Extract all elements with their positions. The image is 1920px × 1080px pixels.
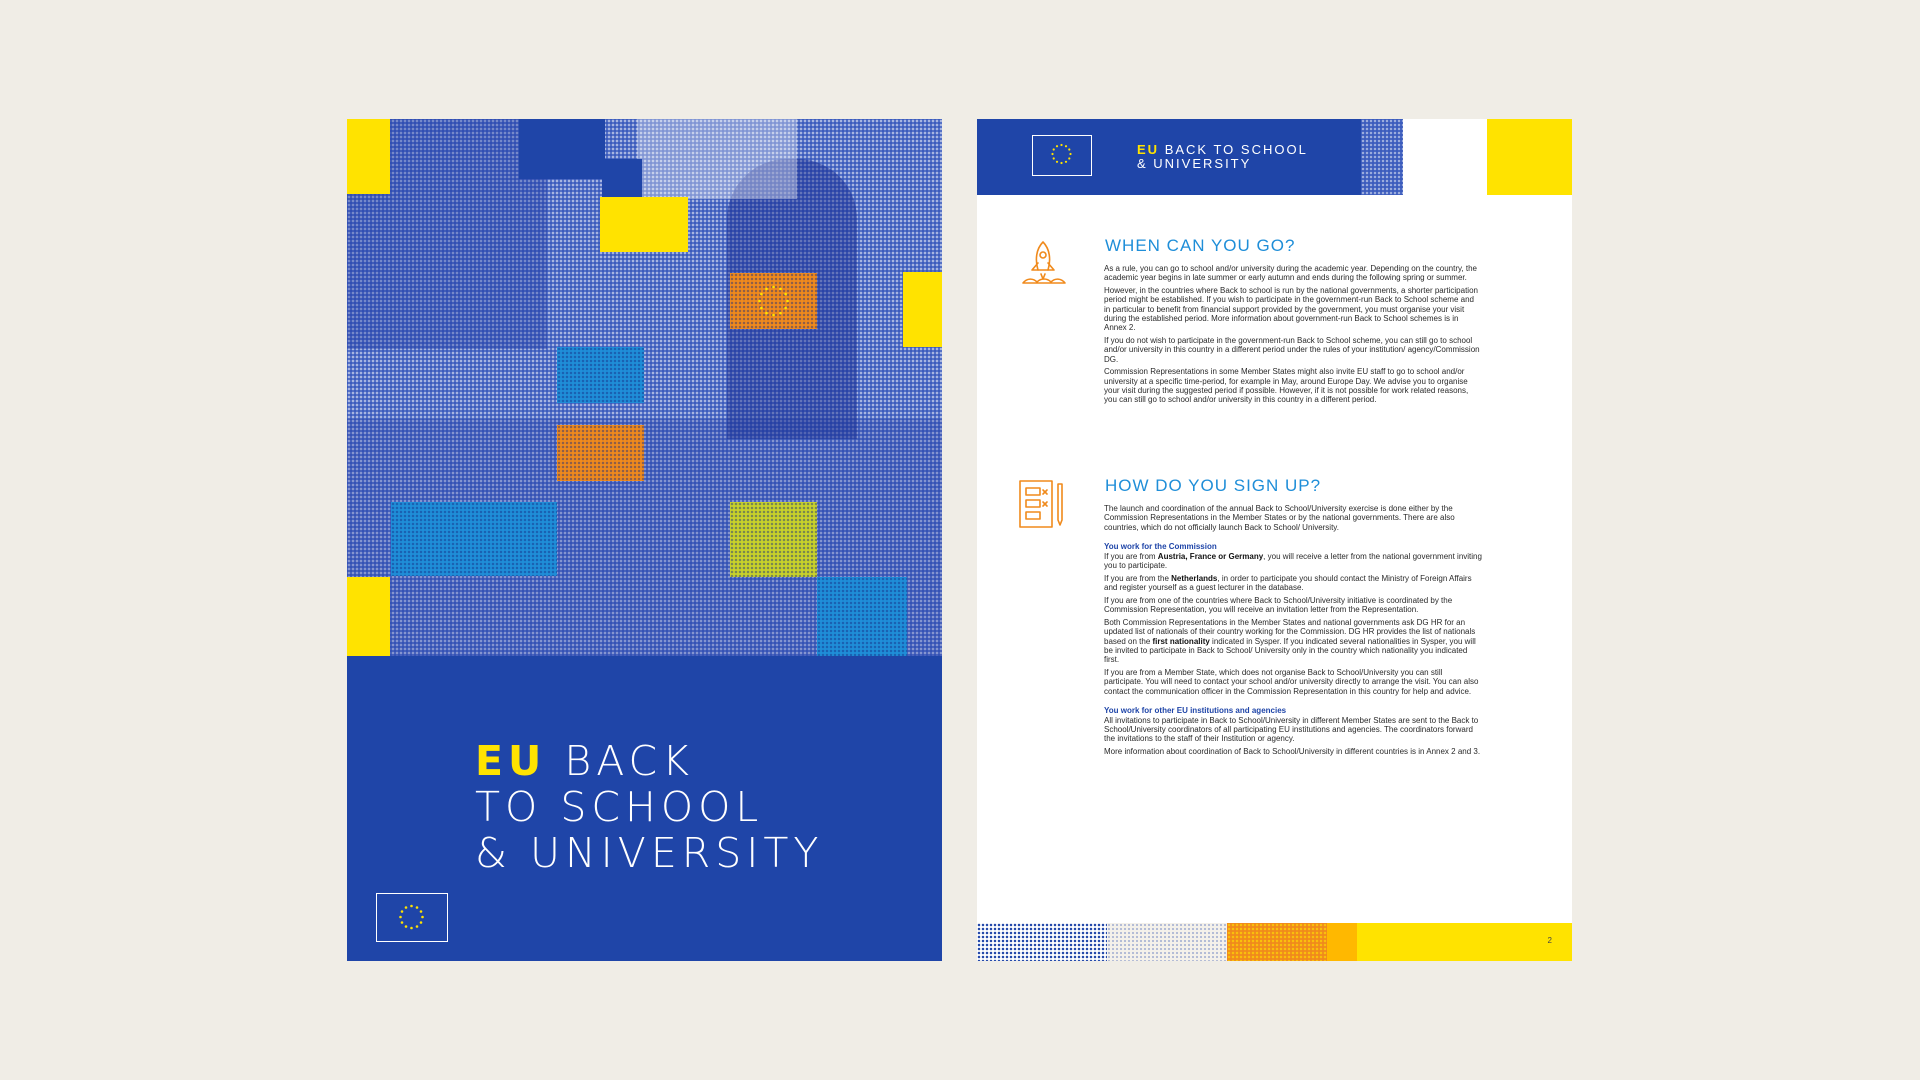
paragraph: More information about coordination of Back to School/University in different countries is in Annex 2 and 3. [1104, 747, 1481, 757]
paragraph: All invitations to participate in Back to School/University in different Member States are sent to the Back to School/University coordinators of all participating EU institutions and agencies. The coordinators forward the invitations to the staff of their Institution or agency. [1104, 715, 1479, 744]
tile-yellow [347, 119, 390, 194]
page-number: 2 [1547, 936, 1552, 945]
tile-blue [519, 119, 605, 179]
paragraph: If you do not wish to participate in the government-run Back to School scheme, you can still go to school and/or university in this country in a different period under the rules of your institution/ agency/Commission DG. [1104, 336, 1480, 364]
eu-star [765, 288, 768, 291]
cover-halftone-collage [347, 119, 942, 656]
tile-yellow [600, 197, 688, 252]
tile-light-blue [817, 577, 907, 656]
banner-title-eu: EU [1137, 142, 1160, 157]
eu-star [765, 312, 768, 315]
eu-star [772, 314, 775, 317]
footer-block-yellow [1357, 923, 1572, 961]
eu-stars-icon [730, 273, 817, 329]
eu-flag-icon [376, 893, 448, 942]
cover-title-line1: BACK [564, 737, 695, 785]
eu-star [779, 312, 782, 315]
banner-title [1137, 143, 1308, 171]
checklist-icon [1015, 476, 1071, 532]
eu-star [758, 300, 761, 303]
page-header-banner [977, 119, 1402, 195]
eu-star [784, 293, 787, 296]
paragraph: As a rule, you can go to school and/or university during the academic year. Depending on the country, the academic year begins in late summer or early autumn and ends during the following spring or summer. [1104, 264, 1477, 283]
paragraph: If you are from Austria, France or Germany, you will receive a letter from the national government inviting you to participate. [1104, 551, 1482, 570]
banner-halftone-image [1361, 119, 1403, 195]
cover-title-eu: EU [475, 737, 547, 785]
eu-star [760, 307, 763, 310]
footer-halftone-light [1107, 923, 1227, 961]
footer-block-amber [1327, 923, 1357, 961]
paragraph: Commission Representations in some Member States might also invite EU staff to go to school and/or university at a specific time-period, for example in May, around Europe Day. We advise you to organise your visit during the suggested period if possible. However, if it is not possible for work related reasons, you can still go to school and/or university in this country in a different period. [1104, 367, 1469, 405]
eu-star [784, 307, 787, 310]
section-body-when [1104, 264, 1482, 408]
paragraph: However, in the countries where Back to school is run by the national governments, a shorter participation period might be established. If you wish to participate in the government-run Back to School scheme and in particular to benefit from financial support provided by the government, you must organise your visit during the established period. More information about government-run Back to School schemes is in Annex 2. [1104, 286, 1478, 333]
cover-title-line2: TO SCHOOL [475, 783, 764, 831]
eu-star [779, 288, 782, 291]
banner-title-line1: BACK TO SCHOOL [1164, 142, 1308, 157]
tile-blue [602, 159, 642, 197]
eu-flag-icon [1032, 135, 1092, 176]
eu-star [772, 286, 775, 289]
eu-stars-icon [377, 894, 446, 940]
paragraph: If you are from the Netherlands, in order to participate you should contact the Ministry of Foreign Affairs and register yourself as a guest lecturer in the database. [1104, 573, 1472, 593]
tile-light-blue-flag [391, 502, 557, 576]
footer-halftone-blue [977, 923, 1107, 961]
section-body-how [1104, 504, 1482, 760]
rocket-icon [1015, 236, 1071, 292]
eu-star [786, 300, 789, 303]
subheading-other-institutions: You work for other EU institutions and agencies [1104, 706, 1287, 716]
tile-yellow [903, 272, 942, 347]
tile-orange [557, 425, 644, 481]
paragraph: If you are from one of the countries where Back to School/University initiative is coordinated by the Commission Representation, you will receive an invitation letter from the Representation. [1104, 595, 1453, 615]
section-title-how: HOW DO YOU SIGN UP? [1105, 476, 1322, 495]
tile-yellow [347, 577, 390, 656]
tile-yellow-green [730, 502, 817, 577]
banner-title-line2: & UNIVERSITY [1137, 156, 1252, 171]
header-yellow-block [1487, 119, 1572, 195]
cover-page [347, 119, 942, 961]
section-title-when: WHEN CAN YOU GO? [1105, 236, 1296, 255]
subheading-commission: You work for the Commission [1104, 542, 1217, 552]
eu-star [760, 293, 763, 296]
content-page [977, 119, 1572, 961]
photo-shade-sky [637, 119, 797, 199]
tile-light-blue [557, 347, 644, 403]
paragraph: The launch and coordination of the annual Back to School/University exercise is done either by the Commission Representations in the Member States or by the national governments. There are also countries, which do not officially launch Back to School/ University. [1104, 504, 1455, 532]
paragraph: Both Commission Representations in the Member States and national governments ask DG HR for an updated list of nationals of their country working for the Commission. DG HR provides the list of nationals based on the first nationality indicated in Sysper. If you indicated several nationalities in Sysper, you will be invited to participate in Back to School/ University only in the country which nationality you indicated first. [1104, 617, 1476, 665]
cover-title [475, 738, 823, 876]
footer-decorative-strip [977, 923, 1572, 961]
eu-stars-icon [1033, 136, 1090, 174]
footer-halftone-orange [1227, 923, 1327, 961]
paragraph: If you are from a Member State, which does not organise Back to School/University you can still participate. You will need to contact your school and/or university directly to arrange the visit. You can also contact the communication officer in the Commission Representation in this country for help and advice. [1104, 667, 1479, 696]
cover-title-line3: & UNIVERSITY [475, 829, 824, 877]
tile-orange-flag [730, 273, 817, 329]
